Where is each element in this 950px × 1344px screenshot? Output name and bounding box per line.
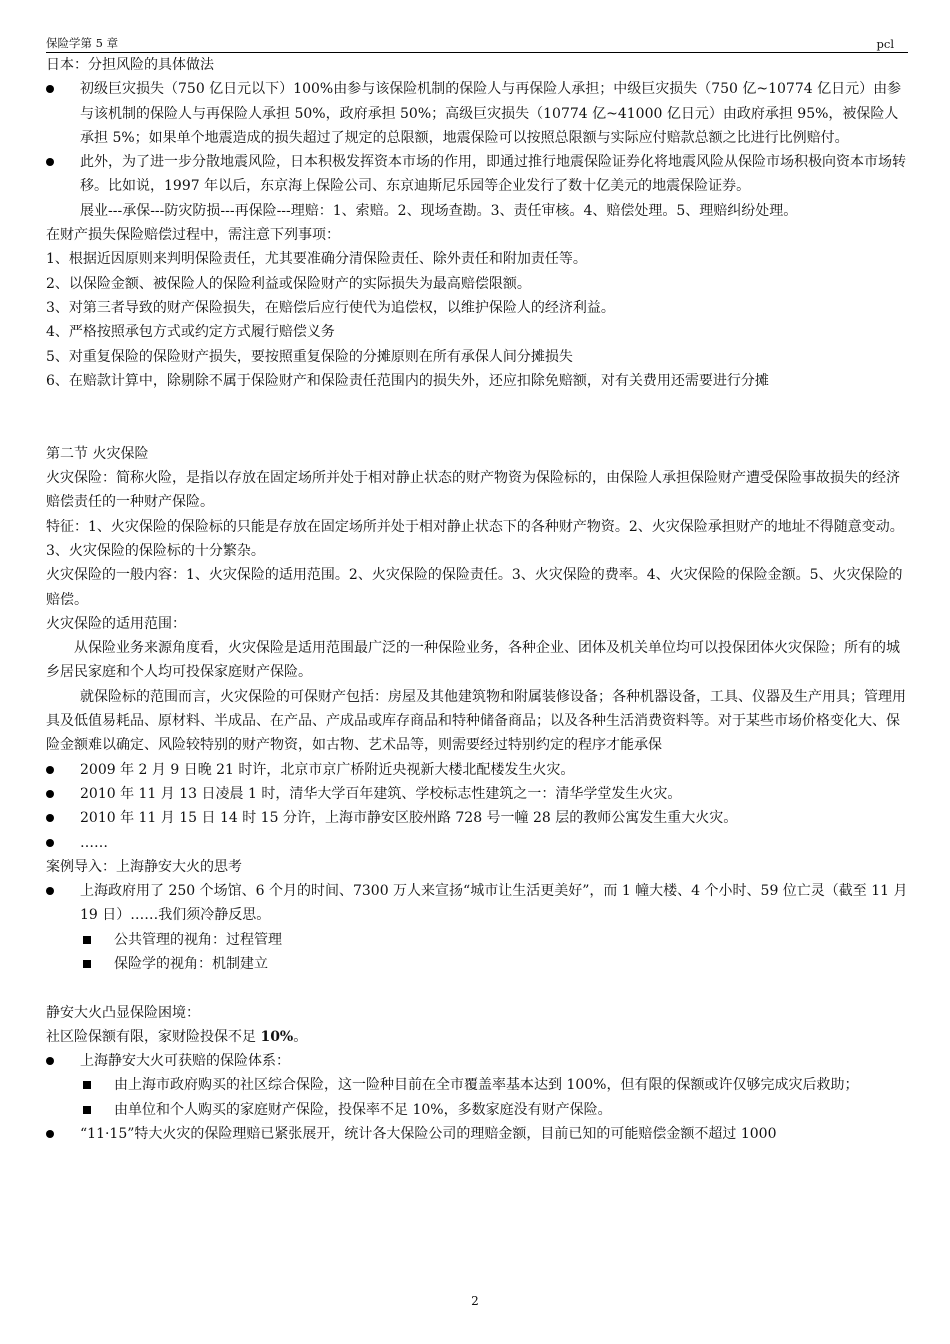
fire-event: …… <box>80 834 108 851</box>
dilemma-line-prefix: 社区险保额有限，家财险投保不足 <box>46 1028 261 1045</box>
bullet-square-icon <box>83 1081 91 1089</box>
dilemma-line-suffix: 。 <box>293 1028 308 1045</box>
bullet-dot-icon <box>46 766 54 774</box>
bullet-dot-icon <box>46 1057 54 1065</box>
fire-features: 特征：1、火灾保险的保险标的只能是存放在固定场所并处于相对静止状态下的各种财产物资。2、火灾保险承担财产的地址不得随意变动。3、火灾保险的保险标的十分繁杂。 <box>46 518 904 559</box>
case-bullet: 上海政府用了 250 个场馆、6 个月的时间、7300 万人来宣扬“城市让生活更美好”，而 1 幢大楼、4 个小时、59 位亡灵（截至 11 月 19 日）……我们须冷静反思。 <box>80 883 908 924</box>
sub-list-item <box>46 1098 908 1122</box>
spacer <box>46 417 908 441</box>
bullet-square-icon <box>83 1106 91 1114</box>
header-chapter: 保险学第 5 章 <box>46 36 119 50</box>
claims-item: 2、以保险金额、被保险人的保险利益或保险财产的实际损失为最高赔偿限额。 <box>46 275 531 292</box>
section-title: 第二节 火灾保险 <box>46 445 149 462</box>
claims-item: 5、对重复保险的保险财产损失，要按照重复保险的分摊原则在所有承保人间分摊损失 <box>46 348 573 365</box>
dilemma-title: 静安大火凸显保险困境： <box>46 1004 200 1021</box>
page-header <box>46 36 908 53</box>
list-item <box>46 782 908 806</box>
bullet-square-icon <box>83 960 91 968</box>
claims-intro: 在财产损失保险赔偿过程中，需注意下列事项： <box>46 227 340 244</box>
bullet-dot-icon <box>46 85 54 93</box>
list-item <box>46 77 908 150</box>
bullet-dot-icon <box>46 1130 54 1138</box>
bullet-dot-icon <box>46 839 54 847</box>
japan-title: 日本：分担风险的具体做法 <box>46 57 214 73</box>
fire-scope-paragraph-1: 从保险业务来源角度看，火灾保险是适用范围最广泛的一种保险业务，各种企业、团体及机关单位均可以投保团体火灾保险；所有的城乡居民家庭和个人均可投保家庭财产保险。 <box>46 640 900 681</box>
dilemma-bullet-2: “11·15”特大火灾的保险理赔已紧张展开，统计各大保险公司的理赔金额，目前已知的可能赔偿金额不超过 1000 <box>80 1126 777 1143</box>
bullet-square-icon <box>83 936 91 944</box>
bullet-dot-icon <box>46 158 54 166</box>
list-item <box>46 150 908 199</box>
fire-scope-title: 火灾保险的适用范围： <box>46 615 186 632</box>
claims-item: 6、在赔款计算中，除剔除不属于保险财产和保险责任范围内的损失外，还应扣除免赔额，对有关费用还需要进行分摊 <box>46 372 769 389</box>
case-sub-item: 公共管理的视角：过程管理 <box>114 931 282 948</box>
dilemma-line-percent: 10% <box>260 1028 294 1045</box>
dilemma-sub-item: 由单位和个人购买的家庭财产保险，投保率不足 10%，多数家庭没有财产保险。 <box>114 1101 612 1118</box>
list-item <box>46 1122 908 1146</box>
claims-item: 4、严格按照承包方式或约定方式履行赔偿义务 <box>46 324 335 341</box>
bullet-dot-icon <box>46 887 54 895</box>
document-page <box>46 36 908 1146</box>
dilemma-sub-item: 由上海市政府购买的社区综合保险，这一险种目前在全市覆盖率基本达到 100%，但有限的保额或许仅够完成灾后救助； <box>114 1077 859 1094</box>
list-item <box>46 758 908 782</box>
sub-list-item <box>46 1073 908 1097</box>
japan-bullet-2: 此外，为了进一步分散地震风险，日本积极发挥资本市场的作用，即通过推行地震保险证券化将地震风险从保险市场积极向资本市场转移。比如说，1997 年以后，东京海上保险公司、东京迪斯尼乐园等企业发行了数十亿美元的地震保险证券。 <box>80 154 906 195</box>
dilemma-bullet-1: 上海静安大火可获赔的保险体系： <box>80 1053 290 1070</box>
fire-event: 2010 年 11 月 13 日凌晨 1 时，清华大学百年建筑、学校标志性建筑之一：清华学堂发生火灾。 <box>80 785 682 802</box>
fire-scope-paragraph-2: 就保险标的范围而言，火灾保险的可保财产包括：房屋及其他建筑物和附属装修设备；各种机器设备，工具、仪器及生产用具；管理用具及低值易耗品、原材料、半成品、在产品、产成品或库存商品和特种储备商品；以及各种生活消费资料等。对于某些市场价格变化大、保险金额难以确定、风险较特别的财产物资，如古物、艺术品等，则需要经过特别约定的程序才能承保 <box>46 688 906 754</box>
bullet-dot-icon <box>46 790 54 798</box>
japan-bullet-1: 初级巨灾损失（750 亿日元以下）100%由参与该保险机制的保险人与再保险人承担；中级巨灾损失（750 亿~10774 亿日元）由参与该机制的保险人与再保险人承担 50%，政府承担 50%；高级巨灾损失（10774 亿~41000 亿日元）由政府承担 95%，被保险人承担 5%；如果单个地震造成的损失超过了规定的总限额，地震保险可以按照总限额与实际应付赔款总额之比进行比例赔付。 <box>80 81 902 146</box>
list-item <box>46 879 908 928</box>
spacer <box>46 393 908 417</box>
spacer <box>46 976 908 1000</box>
fire-definition: 火灾保险：简称火险，是指以存放在固定场所并处于相对静止状态的财产物资为保险标的，由保险人承担保险财产遭受保险事故损失的经济赔偿责任的一种财产保险。 <box>46 470 900 511</box>
claims-process: 展业---承保---防灾防损---再保险---理赔：1、索赔。2、现场查勘。3、责任审核。4、赔偿处理。5、理赔纠纷处理。 <box>80 202 798 219</box>
fire-contents: 火灾保险的一般内容：1、火灾保险的适用范围。2、火灾保险的保险责任。3、火灾保险的费率。4、火灾保险的保险金额。5、火灾保险的赔偿。 <box>46 567 903 608</box>
fire-event: 2010 年 11 月 15 日 14 时 15 分许，上海市静安区胶州路 728 号一幢 28 层的教师公寓发生重大火灾。 <box>80 810 738 827</box>
sub-list-item <box>46 952 908 976</box>
list-item <box>46 1049 908 1073</box>
document-body <box>46 53 908 1146</box>
claims-item: 3、对第三者导致的财产保险损失，在赔偿后应行使代为追偿权，以维护保险人的经济利益。 <box>46 299 615 316</box>
bullet-dot-icon <box>46 814 54 822</box>
case-sub-item: 保险学的视角：机制建立 <box>114 955 268 972</box>
case-title: 案例导入：上海静安大火的思考 <box>46 858 242 875</box>
header-author: pcl <box>876 37 894 51</box>
page-number: 2 <box>471 1294 479 1308</box>
list-item <box>46 831 908 855</box>
dilemma-line <box>46 1025 908 1049</box>
list-item <box>46 806 908 830</box>
sub-list-item <box>46 928 908 952</box>
claims-item: 1、根据近因原则来判明保险责任，尤其要准确分清保险责任、除外责任和附加责任等。 <box>46 251 587 268</box>
fire-event: 2009 年 2 月 9 日晚 21 时许，北京市京广桥附近央视新大楼北配楼发生火灾。 <box>80 761 575 778</box>
